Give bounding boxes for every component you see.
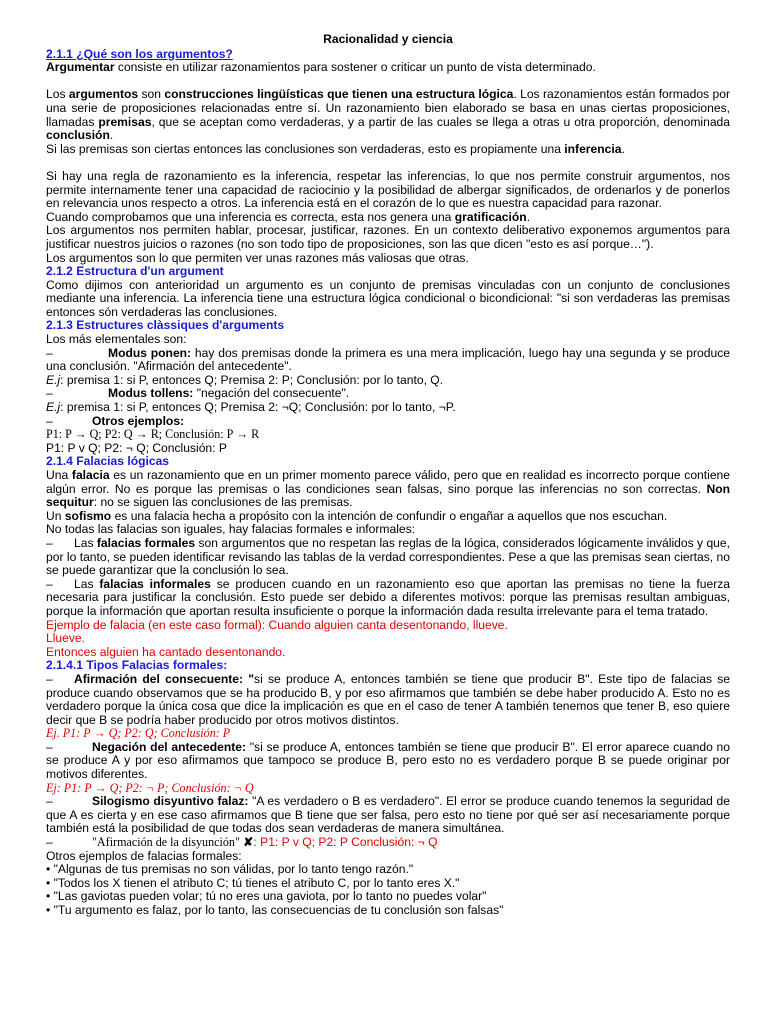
example-falacia-line-3: Entonces alguien ha cantado desentonando. — [46, 644, 286, 659]
list-item-negacion-antecedente: – Negación del antecedente: "si se produce A, entonces también se tiene que producir B". El error aparece cuando no se produce A y por eso afirmamos que tampoco se produce B, pero esto no es verdadero porque B se puede originar por motivos diferentes. — [46, 739, 730, 782]
bullet-item: • "Tu argumento es falaz, por lo tanto, las consecuencias de tu conclusión son falsas" — [46, 903, 504, 917]
example-falacia-line-2: Llueve. — [46, 631, 85, 646]
list-item-falacias-formales: – Las falacias formales son argumentos que no respetan las reglas de la lógica, considerados lógicamente inválidos y que, por lo tanto, se pueden identificar revisando las tablas de la verdad correspondientes. Pese a que las premisas sean ciertas, no se puede garantizar que la conclusión lo sea. — [46, 535, 730, 578]
example-modus-ponen: E.j: premisa 1: si P, entonces Q; Premisa 2: P; Conclusión: por lo tanto, Q. — [46, 372, 444, 387]
heading-2-1-4: 2.1.4 Falacias lógicas — [46, 454, 170, 469]
example-otros-1: P1: P → Q; P2: Q → R; Conclusión: P → R — [46, 427, 260, 442]
paragraph-no-todas-falacias: No todas las falacias son iguales, hay falacias formales e informales: — [46, 522, 416, 537]
paragraph-otros-ejemplos-formales: Otros ejemplos de falacias formales: — [46, 848, 242, 863]
list-item-otros-ejemplos: – Otros ejemplos: — [46, 413, 185, 428]
list-item-afirmacion-consecuente: – Afirmación del consecuente: "si se produce A, entonces también se tiene que producir B". Este tipo de falacias se produce cuando observamos que se ha producido B, y por eso afirmamos que también se debe haber producido A. Esto no es verdadero porque la única cosa que dice la implicación es que en el caso de tener A también tenemos que tener B, eso quiere decir que B se podría haber producido por otros motivos distintos. — [46, 671, 730, 727]
example-otros-2: P1: P v Q; P2: ¬ Q; Conclusión: P — [46, 440, 227, 455]
list-item-afirmacion-disyuncion: – "Afirmación de la disyunción" ✘: P1: P v Q; P2: P Conclusión: ¬ Q — [46, 835, 438, 850]
paragraph-sofismo: Un sofismo es una falacia hecha a propósito con la intención de confundir o engañar a aquellos que nos escuchan. — [46, 508, 668, 523]
list-item-falacias-informales: – Las falacias informales se producen cuando en un razonamiento eso que aportan las premisas no tiene la fuerza necesaria para justificar la conclusión. Esto puede ser debido a diferentes motivos: porque las premisas resultan ambiguas, porque la información que aportan resulta insuficiente o porque la información dada resulta irrelevante para el tema tratado. — [46, 576, 730, 618]
document-title: Racionalidad y ciencia — [323, 32, 453, 46]
heading-2-1-4-1: 2.1.4.1 Tipos Falacias formales: — [46, 658, 228, 673]
paragraph-regla-razonamiento: Si hay una regla de razonamiento es la inferencia, respetar las inferencias, lo que nos permite construir argumentos, nos permite internamente tener una capacidad de raciocinio y la posibilidad de albergar significados, de ordenarlos y de ponerlos en relevancia unos respecto a otros. La inferencia está en el corazón de lo que es nuestra capacidad para razonar. — [46, 168, 730, 211]
list-item-modus-tollens: – Modus tollens: "negación del consecuente". — [46, 386, 350, 401]
list-item-silogismo-disyuntivo: – Silogismo disyuntivo falaz: "A es verdadero o B es verdadero". El error se produce cuando tenemos la seguridad de que A es cierta y en ese caso afirmamos que B tiene que ser falsa, pero esto no tiene por qué ser así necesariamente porque también está la posibilidad de que todas dos sean verdaderas de manera simultánea. — [46, 794, 730, 836]
paragraph-inferencia: Si las premisas son ciertas entonces las conclusiones son verdaderas, esto es propiamente una inferencia. — [46, 141, 625, 156]
bullet-item: • "Algunas de tus premisas no son válidas, por lo tanto tengo razón." — [46, 862, 414, 877]
heading-2-1-2: 2.1.2 Estructura d'un argument — [46, 264, 224, 279]
paragraph-argumentar: Argumentar consiste en utilizar razonamientos para sostener o criticar un punto de vista determinado. — [46, 60, 596, 75]
list-item-modus-ponen: – Modus ponen: hay dos premisas donde la primera es una mera implicación, luego hay una segunda y se produce una conclusión. "Afirmación del antecedente". — [46, 345, 731, 374]
bullet-item: • "Las gaviotas pueden volar; tú no eres una gaviota, por lo tanto no puedes volar" — [46, 889, 487, 904]
paragraph-razones-valiosas: Los argumentos son lo que permiten ver unas razones más valiosas que otras. — [46, 250, 469, 265]
paragraph-falacia: Una falacia es un razonamiento que en un primer momento parece válido, pero que en realidad es incorrecto porque contiene algún error. No es porque las premisas o las condiciones sean falsas, sino porque las inferencias no son correctas. Non sequitur: no se siguen las conclusiones de las premisas. — [46, 468, 730, 510]
paragraph-mas-elementales: Los más elementales son: — [46, 332, 187, 347]
paragraph-argumentos: Los argumentos son construcciones lingüísticas que tienen una estructura lógica. Los razonamientos están formados por una serie de proposiciones relacionadas entre sí. Un razonamiento bien elaborado se basa en unas ciertas proposiciones, llamadas premisas, que se aceptan como verdaderas, y a partir de las cuales se llega a otras u otra proporción, denominada conclusión. — [46, 87, 730, 143]
paragraph-contexto-deliberativo: Los argumentos nos permiten hablar, procesar, justificar, razones. En un contexto deliberativo exponemos argumentos para justificar nuestros juicios o razones (no son todo tipo de proposiciones, son las que dicen "esto es así porque…"). — [46, 223, 730, 251]
bullet-item: • "Todos los X tienen el atributo C; tú tienes el atributo C, por lo tanto eres X." — [46, 875, 460, 890]
example-afirmacion-consecuente: Ej. P1: P → Q; P2: Q; Conclusión: P — [46, 726, 231, 741]
example-modus-tollens: E.j: premisa 1: si P, entonces Q; Premisa 2: ¬Q; Conclusión: por lo tanto, ¬P. — [46, 400, 456, 415]
example-negacion-antecedente: Ej: P1: P → Q; P2: ¬ P; Conclusión: ¬ Q — [46, 780, 254, 795]
paragraph-estructura: Como dijimos con anterioridad un argumento es un conjunto de premisas vinculadas con un conjunto de conclusiones mediante una inferencia. La inferencia tiene una estructura lógica condicional o bicondicional: "si son verdaderas las premisas entonces són verdaderas las conclusiones. — [46, 277, 730, 319]
paragraph-gratificacion: Cuando comprobamos que una inferencia es correcta, esta nos genera una gratificación. — [46, 209, 531, 224]
heading-2-1-3: 2.1.3 Estructures clàssiques d'arguments — [46, 318, 285, 333]
example-falacia-line-1: Ejemplo de falacia (en este caso formal): Cuando alguien canta desentonando, llueve. — [46, 617, 508, 632]
heading-2-1-1: 2.1.1 ¿Qué son los argumentos? — [46, 46, 233, 61]
